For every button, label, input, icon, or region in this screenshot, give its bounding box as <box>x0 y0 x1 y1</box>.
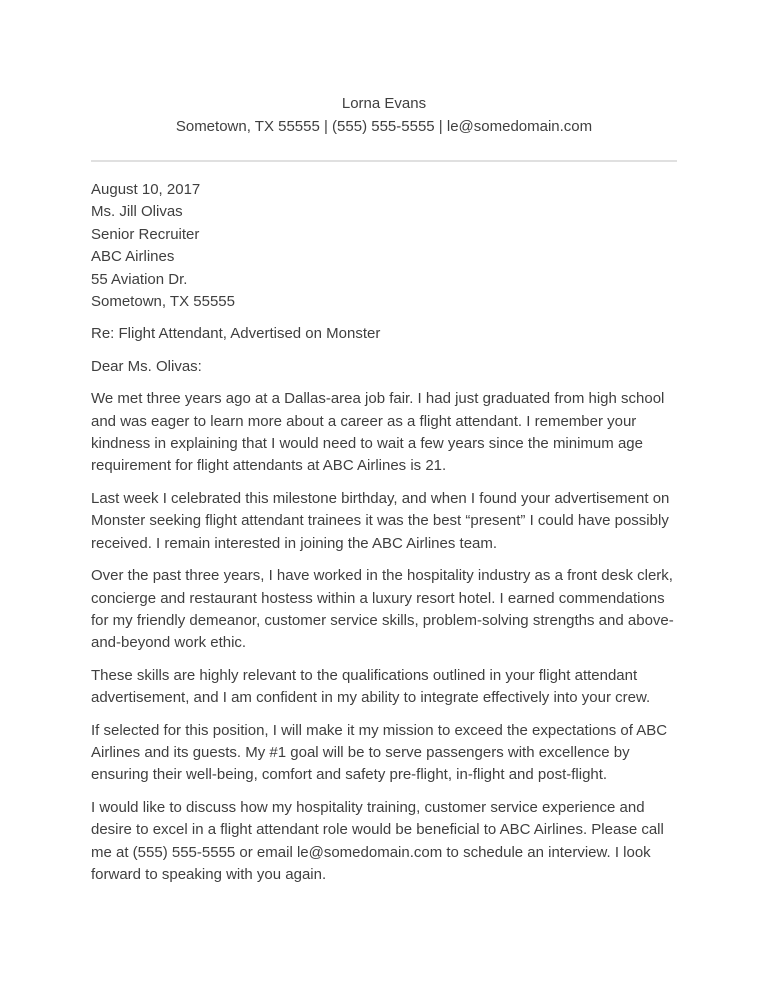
letter-header <box>0 0 768 138</box>
recipient-line: Ms. Jill Olivas <box>91 203 183 221</box>
sender-contact: Sometown, TX 55555 | (555) 555-5555 | le@somedomain.com <box>175 118 593 135</box>
body-paragraph: If selected for this position, I will make it my mission to exceed the expectations of ABC Airlines and its guests. My #1 goal will be to serve passengers with excellence by ensuring their well-being, comfort and safety pre-flight, in-flight and post-flight. <box>91 721 668 784</box>
recipient-block <box>91 179 677 313</box>
body-paragraph: Last week I celebrated this milestone birthday, and when I found your advertisement on Monster seeking flight attendant trainees it was the best “present” I could have possibly received. I remain interested in joining the ABC Airlines team. <box>91 489 670 552</box>
subject-line: Re: Flight Attendant, Advertised on Monster <box>91 325 381 343</box>
recipient-line: 55 Aviation Dr. <box>91 270 188 288</box>
sender-name: Lorna Evans <box>341 95 427 112</box>
body-paragraphs <box>91 388 677 886</box>
letter-body <box>0 162 768 886</box>
recipient-line: ABC Airlines <box>91 248 175 266</box>
body-paragraph: These skills are highly relevant to the qualifications outlined in your flight attendant advertisement, and I am confident in my ability to integrate effectively into your crew. <box>91 666 651 707</box>
salutation: Dear Ms. Olivas: <box>91 357 202 375</box>
recipient-line: August 10, 2017 <box>91 181 201 198</box>
body-paragraph: Over the past three years, I have worked in the hospitality industry as a front desk clerk, concierge and restaurant hostess within a luxury resort hotel. I earned commendations for my friendly demeanor, customer service skills, problem-solving strengths and above-and-beyond work ethic. <box>91 567 674 652</box>
recipient-line: Sometown, TX 55555 <box>91 293 235 311</box>
body-paragraph: I would like to discuss how my hospitality training, customer service experience and desire to excel in a flight attendant role would be beneficial to ABC Airlines. Please call me at (555) 555-5555 or email le@somedomain.com to schedule an interview. I look forward to speaking with you again. <box>91 798 664 883</box>
body-paragraph: We met three years ago at a Dallas-area job fair. I had just graduated from high school and was eager to learn more about a career as a flight attendant. I remember your kindness in explaining that I would need to wait a few years since the minimum age requirement for flight attendants at ABC Airlines is 21. <box>91 390 665 475</box>
recipient-line: Senior Recruiter <box>91 225 200 243</box>
